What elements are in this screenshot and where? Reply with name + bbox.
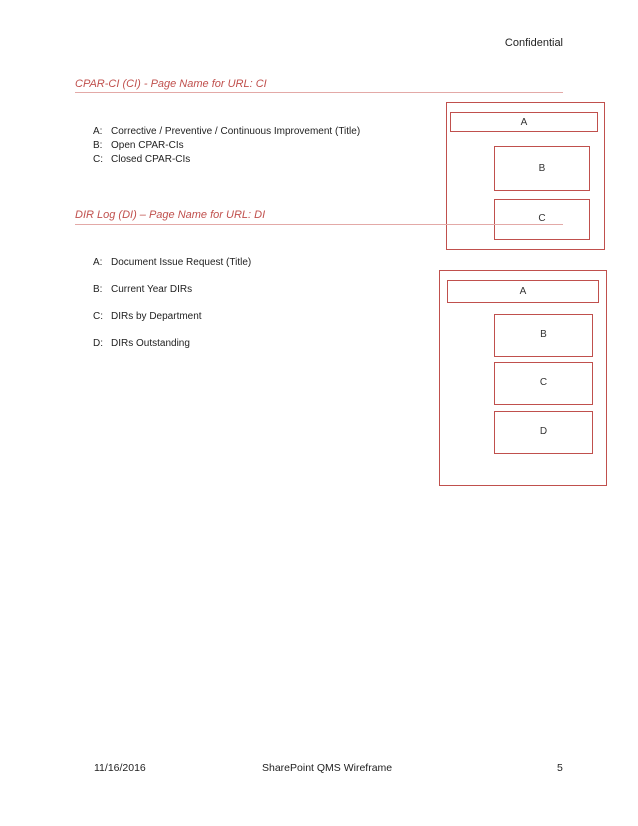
section-divider (75, 224, 563, 225)
dir-log-legend (93, 257, 251, 365)
cpar-ci-wireframe-box-c: C (494, 199, 590, 240)
list-item: B: Open CPAR-CIs (93, 140, 184, 151)
section-divider (75, 92, 563, 93)
cpar-ci-legend (93, 126, 360, 168)
footer-document-title: SharePoint QMS Wireframe (262, 762, 393, 774)
list-item: C: Closed CPAR-CIs (93, 154, 191, 165)
footer-page-number: 5 (557, 762, 563, 774)
section-title-cpar-ci: CPAR-CI (CI) - Page Name for URL: CI (75, 78, 267, 90)
cpar-ci-wireframe-box-b: B (494, 146, 590, 191)
footer-date: 11/16/2016 (94, 762, 146, 774)
list-item: D: DIRs Outstanding (93, 338, 190, 349)
list-item: A: Corrective / Preventive / Continuous Improvement (Title) (93, 126, 361, 137)
confidential-label: Confidential (504, 37, 563, 49)
cpar-ci-wireframe-box-a: A (450, 112, 598, 132)
dir-log-wireframe-box-a: A (447, 280, 599, 303)
section-title-dir-log: DIR Log (DI) – Page Name for URL: DI (75, 209, 266, 221)
list-item: C: DIRs by Department (93, 311, 202, 322)
dir-log-wireframe-box-d: D (494, 411, 593, 454)
dir-log-wireframe-box-b: B (494, 314, 593, 357)
list-item: B: Current Year DIRs (93, 284, 193, 295)
list-item: A: Document Issue Request (Title) (93, 257, 252, 268)
dir-log-wireframe-box-c: C (494, 362, 593, 405)
